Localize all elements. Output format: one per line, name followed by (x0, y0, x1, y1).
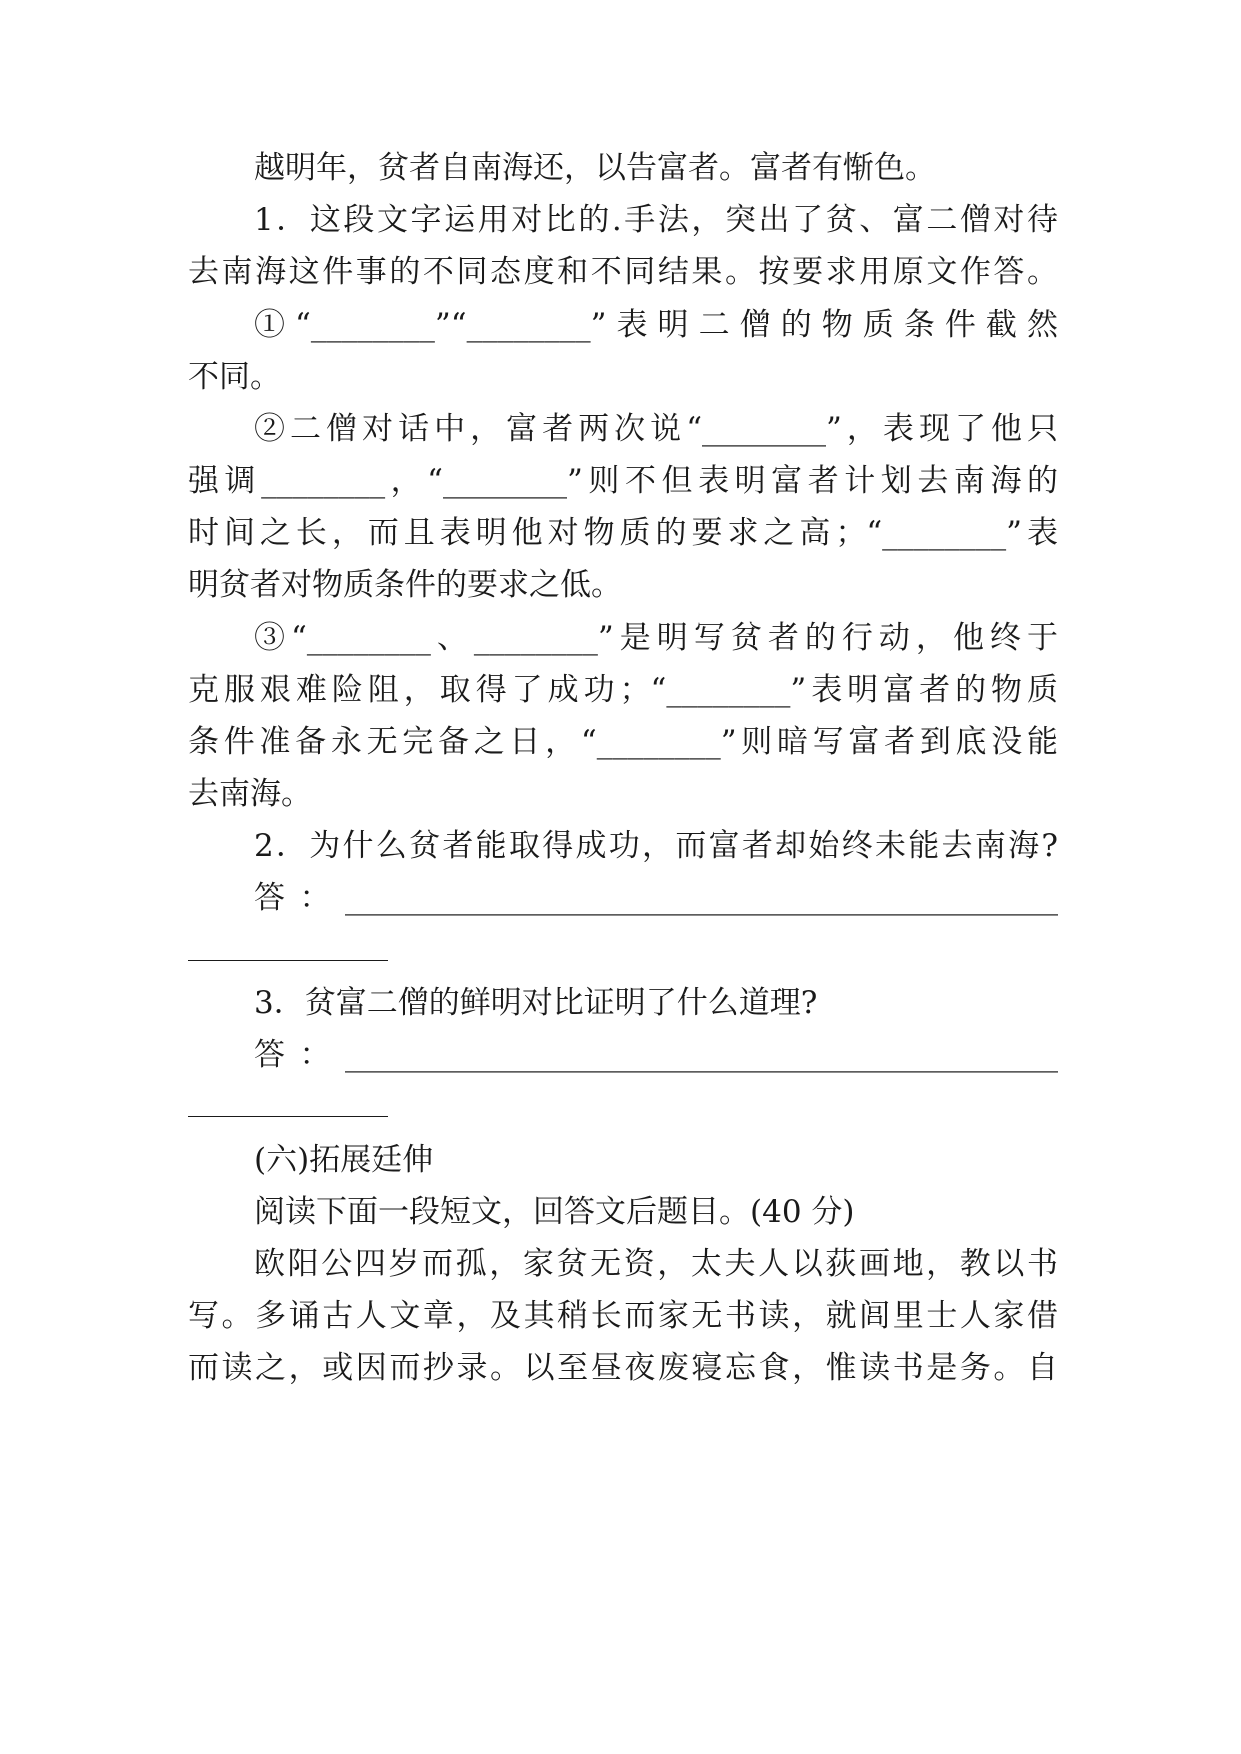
passage-line-1: 欧阳公四岁而孤，家贫无资，太夫人以荻画地，教以书 (254, 1246, 1058, 1282)
question-2: 2．为什么贫者能取得成功，而富者却始终未能去南海? (254, 828, 1058, 864)
passage-line-3: 而读之，或因而抄录。以至昼夜废寝忘食，惟读书是务。自 (188, 1350, 1058, 1386)
answer-3-line: 答：______________________________________________ (254, 1037, 1058, 1073)
question-1-item-2-line-1: ②二僧对话中，富者两次说“________”，表现了他只 (254, 411, 1058, 447)
answer-3-continuation-rule (188, 1116, 388, 1117)
question-1-item-1-line-1: ①“________”“________”表明二僧的物质条件截然 (254, 307, 1058, 343)
question-1-item-2-line-3: 时间之长，而且表明他对物质的要求之高；“________”表 (188, 515, 1058, 551)
answer-2-continuation-rule (188, 960, 388, 961)
answer-2-line: 答：______________________________________________ (254, 880, 1058, 916)
question-1-line-2: 去南海这件事的不同态度和不同结果。按要求用原文作答。 (188, 254, 1058, 290)
question-1-item-3-line-1: ③“________、________”是明写贫者的行动，他终于 (254, 620, 1058, 656)
question-3: 3．贫富二僧的鲜明对比证明了什么道理? (254, 985, 818, 1021)
text-line-1: 越明年，贫者自南海还，以告富者。富者有惭色。 (254, 150, 936, 186)
question-1-item-3-line-4: 去南海。 (188, 776, 312, 812)
reading-instruction: 阅读下面一段短文，回答文后题目。(40 分) (254, 1194, 855, 1230)
question-1-item-3-line-2: 克服艰难险阻，取得了成功；“________”表明富者的物质 (188, 672, 1058, 708)
question-1-item-2-line-4: 明贫者对物质条件的要求之低。 (188, 567, 622, 603)
section-heading: (六)拓展廷伸 (254, 1142, 434, 1178)
question-1-item-3-line-3: 条件准备永无完备之日，“________”则暗写富者到底没能 (188, 724, 1058, 760)
question-1-item-1-line-2: 不同。 (188, 359, 281, 395)
question-1-item-2-line-2: 强调________，“________”则不但表明富者计划去南海的 (188, 463, 1058, 499)
passage-line-2: 写。多诵古人文章，及其稍长而家无书读，就闾里士人家借 (188, 1298, 1058, 1334)
question-1-line-1: 1．这段文字运用对比的.手法，突出了贫、富二僧对待 (254, 202, 1058, 238)
